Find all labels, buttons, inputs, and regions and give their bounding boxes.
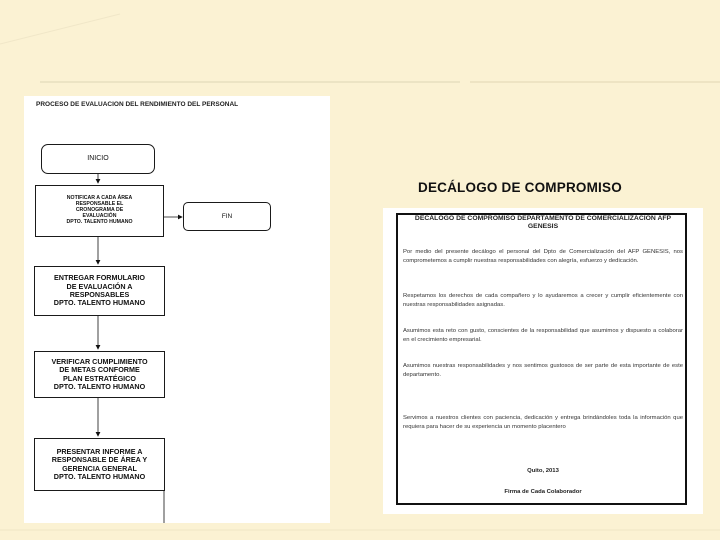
step-line: CRONOGRAMA DE [75, 207, 124, 214]
flow-step-report [34, 438, 165, 491]
document-title: DECÁLOGO DE COMPROMISO DEPARTAMENTO DE COMERCIALIZACIÓN AFP GENESIS [414, 215, 672, 231]
flow-start [41, 144, 155, 174]
city-year: Quito, 2013 [527, 468, 559, 474]
flow-step-deliver [34, 266, 165, 316]
signature-line: Firma de Cada Colaborador [504, 489, 582, 495]
step-line: RESPONSABLES [69, 290, 130, 299]
step-line: DPTO. TALENTO HUMANO [53, 298, 146, 308]
flow-step-verify [34, 351, 165, 398]
step-line: DPTO. TALENTO HUMANO [53, 381, 146, 391]
step-line: NOTIFICAR A CADA ÁREA [66, 195, 133, 202]
step-line: RESPONSABLE DE ÁREA Y [51, 455, 148, 465]
flow-end [183, 202, 271, 231]
paragraph-2: Respetamos los derechos de cada compañero y lo ayudaremos a crecer y cumplir eficientemente con nuestras responsabilidades asignadas. [403, 293, 683, 309]
step-line: GERENCIA GENERAL [62, 463, 137, 473]
step-line: EVALUACIÓN [82, 212, 117, 219]
step-line: PLAN ESTRATÉGICO [63, 373, 136, 383]
flow-step-notify [35, 185, 164, 237]
paragraph-1: Por medio del presente decálogo el personal del Dpto de Comercialización del AFP GENESIS, nos comprometemos a cumplir nuestras responsabilidades con alegría, esfuerzo y dedicación. [403, 249, 683, 265]
step-line: DPTO. TALENTO HUMANO [66, 218, 133, 225]
step-line: ENTREGAR FORMULARIO [53, 273, 146, 283]
flowchart-title: PROCESO DE EVALUACION DEL RENDIMIENTO DEL PERSONAL [36, 101, 239, 108]
step-line: DPTO. TALENTO HUMANO [53, 471, 146, 481]
step-line: RESPONSABLE EL [75, 201, 124, 208]
start-label: INICIO [87, 154, 109, 162]
step-line: PRESENTAR INFORME A [56, 446, 143, 456]
paragraph-4: Asumimos nuestras responsabilidades y nos sentimos gustosos de ser parte de esta importante de este departamento. [403, 363, 683, 379]
paragraph-3: Asumimos esta reto con gusto, conscientes de la responsabilidad que asumimos y dispuesto a colaborar en el crecimiento empresarial. [403, 328, 683, 344]
step-line: DE METAS CONFORME [59, 365, 140, 375]
step-line: DE EVALUACIÓN A [66, 281, 133, 291]
decalogo-heading: DECÁLOGO DE COMPROMISO [418, 180, 622, 195]
end-label: FIN [221, 212, 233, 220]
paragraph-5: Servimos a nuestros clientes con paciencia, dedicación y entrega brindándoles toda la información que requiera para hacer de su experiencia un momento placentero [403, 415, 683, 431]
step-line: VERIFICAR CUMPLIMIENTO [51, 356, 148, 366]
